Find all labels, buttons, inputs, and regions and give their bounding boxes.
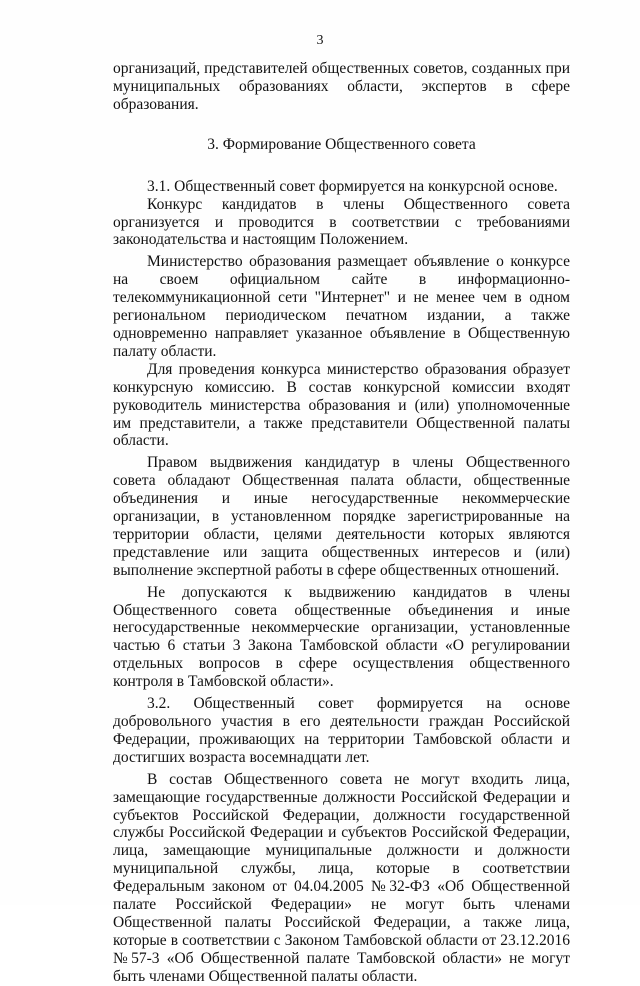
section-heading: 3. Формирование Общественного совета <box>207 135 476 153</box>
paragraph: В состав Общественного совета не могут входить лица, замещающие государственные должности Российской Федерации и субъектов Российской Федерации, должности государственной службы Российской Федерации и субъектов Российской Федерации, лица, замещающие муниципальные должности и должности муниципальной службы, лица, которые в соответствии Федеральным законом от 04.04.2005 №32-ФЗ «Об Общественной палате Российской Федерации» не могут быть членами Общественной палаты Российской Федерации, а также лица, которые в соответствии с Законом Тамбовской области от 23.12.2016 №57-3 «Об Общественной палате Тамбовской области» не могут быть членами Общественной палаты области. <box>113 770 570 985</box>
paragraph: Правом выдвижения кандидатур в члены Общественного совета обладают Общественная палата области, общественные объединения и иные негосударственные некоммерческие организации, в установленном порядке зарегистрированные на территории области, целями деятельности которых являются представление или защита общественных интересов и (или) выполнение экспертной работы в сфере общественных отношений. <box>113 454 570 579</box>
paragraph: 3.2. Общественный совет формируется на основе добровольного участия в его деятельности граждан Российской Федерации, проживающих на территории Тамбовской области и достигших возраста восемнадцати лет. <box>113 695 570 766</box>
paragraph: Министерство образования размещает объявление о конкурсе на своем официальном сайте в информационно-телекоммуникационной сети "Интернет" и не менее чем в одном региональном периодическом печатном издании, а также одновременно направляет указанное объявление в Общественную палату области. <box>113 253 570 360</box>
page-number: 3 <box>316 33 324 48</box>
intro-continuation: организаций, представителей общественных советов, созданных при муниципальных образованиях области, экспертов в сфере образования. <box>113 60 570 113</box>
paragraph: Конкурс кандидатов в члены Общественного совета организуется и проводится в соответствии с требованиями законодательства и настоящим Положением. <box>113 195 570 249</box>
document-body <box>113 60 570 986</box>
paragraph: Для проведения конкурса министерство образования образует конкурсную комиссию. В состав конкурсной комиссии входят руководитель министерства образования и (или) уполномоченные им представители, а также представители Общественной палаты области. <box>113 360 570 450</box>
paragraph: Не допускаются к выдвижению кандидатов в члены Общественного совета общественные объединения и иные негосударственные некоммерческие организации, установленные частью 6 статьи 3 Закона Тамбовской области «О регулировании отдельных вопросов в сфере осуществления общественного контроля в Тамбовской области». <box>113 583 570 691</box>
paragraph: 3.1. Общественный совет формируется на конкурсной основе. <box>147 177 558 195</box>
